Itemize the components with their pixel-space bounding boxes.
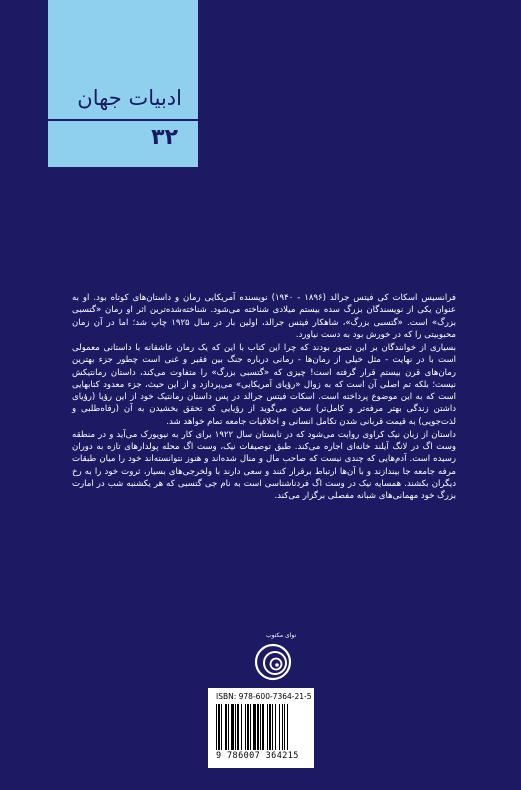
- series-panel: [48, 0, 198, 167]
- publisher-name: نوای مکتوب: [266, 632, 297, 639]
- blurb-paragraph-3: داستان از زبان نیک کراوی روایت می‌شود که در تابستان سال ۱۹۲۲ برای کار به نیویورک می‌آید و در منطقه وست اگ در لانگ آیلند خانه‌ای اجاره می‌کند. طبق توصیفات نیک، وست اگ محله پولدارهای تازه به دوران رسیده است. آدم‌هایی که چندی نیست که صاحب مال و منال شده‌اند و هنوز نتوانسته‌اند خود را میان طبقات مرفه جامعه جا بیندازند و با آن‌ها ارتباط برقرار کنند و سعی دارند با ولخرجی‌های بسیار، ثروت خود را به رخ دیگران بکشند. همسایه نیک در وست اگ فردناشناسی است به نام جی گتسبی که هر یکشنبه شب در امارت بزرگ خود مهمانی‌های شبانه مفصلی برگزار می‌کند.: [72, 429, 456, 501]
- series-number: ۳۲: [151, 125, 178, 150]
- series-title: ادبیات جهان: [77, 86, 182, 110]
- barcode-digits: 9 786007 364215: [216, 751, 299, 761]
- publisher-logo: [251, 632, 295, 682]
- isbn-label: ISBN: 978-600-7364-21-5: [216, 692, 312, 701]
- blurb-paragraph-1: فرانسیس اسکات کی فیتس جرالد (۱۸۹۶ - ۱۹۴۰) نویسنده آمریکایی رمان و داستان‌های کوتاه بود. او به عنوان یکی از نویسندگان بزرگ سده بیستم میلادی شناخته می‌شود. شناخته‌شده‌ترین اثر او رمان «گتسبی بزرگ» است. «گتسبی بزرگ»، شاهکار فیتس جرالد، اولین بار در سال ۱۹۲۵ چاپ شد؛ اما در آن زمان محبوبیتی را که در خورش بود به دست نیاورد.: [72, 293, 457, 340]
- blurb: [72, 292, 456, 503]
- isbn-barcode: [208, 688, 314, 768]
- barcode-icon: [216, 704, 306, 750]
- series-divider: [48, 119, 198, 121]
- blurb-paragraph-2: بسیاری از خوانندگان بر این تصور بودند که چرا این کتاب با این که یک رمان عاشقانه با داستانی معمولی است با در نهایت - مثل خیلی از رمان‌ها - رمانی درباره جنگ بین فقیر و غنی است چطور جزء بهترین رمان‌های قرن بیستم قرار گرفته است! چیزی که «گتسبی بزرگ» را متفاوت می‌کند، داستان رمانتیکش نیست؛ بلکه تم اصلی آن است که به زوال «رؤیای آمریکایی» می‌پردازد و از این حیث، جزء معدود کتابهایی است که به این موضوع پرداخته است. اسکات فیتس جرالد در پس داستان رمانتیک خود از این رؤیا (رؤیای داشتن زندگی بهتر مرفه‌تر و کامل‌تر) سخن می‌گوید از رؤیایی که تحقق بخشیدن به آن (رفاه‌طلبی و لذت‌جویی) به قیمت قربانی شدن تکامل انسانی و اخلاقیات جامعه تمام خواهد شد.: [72, 343, 456, 427]
